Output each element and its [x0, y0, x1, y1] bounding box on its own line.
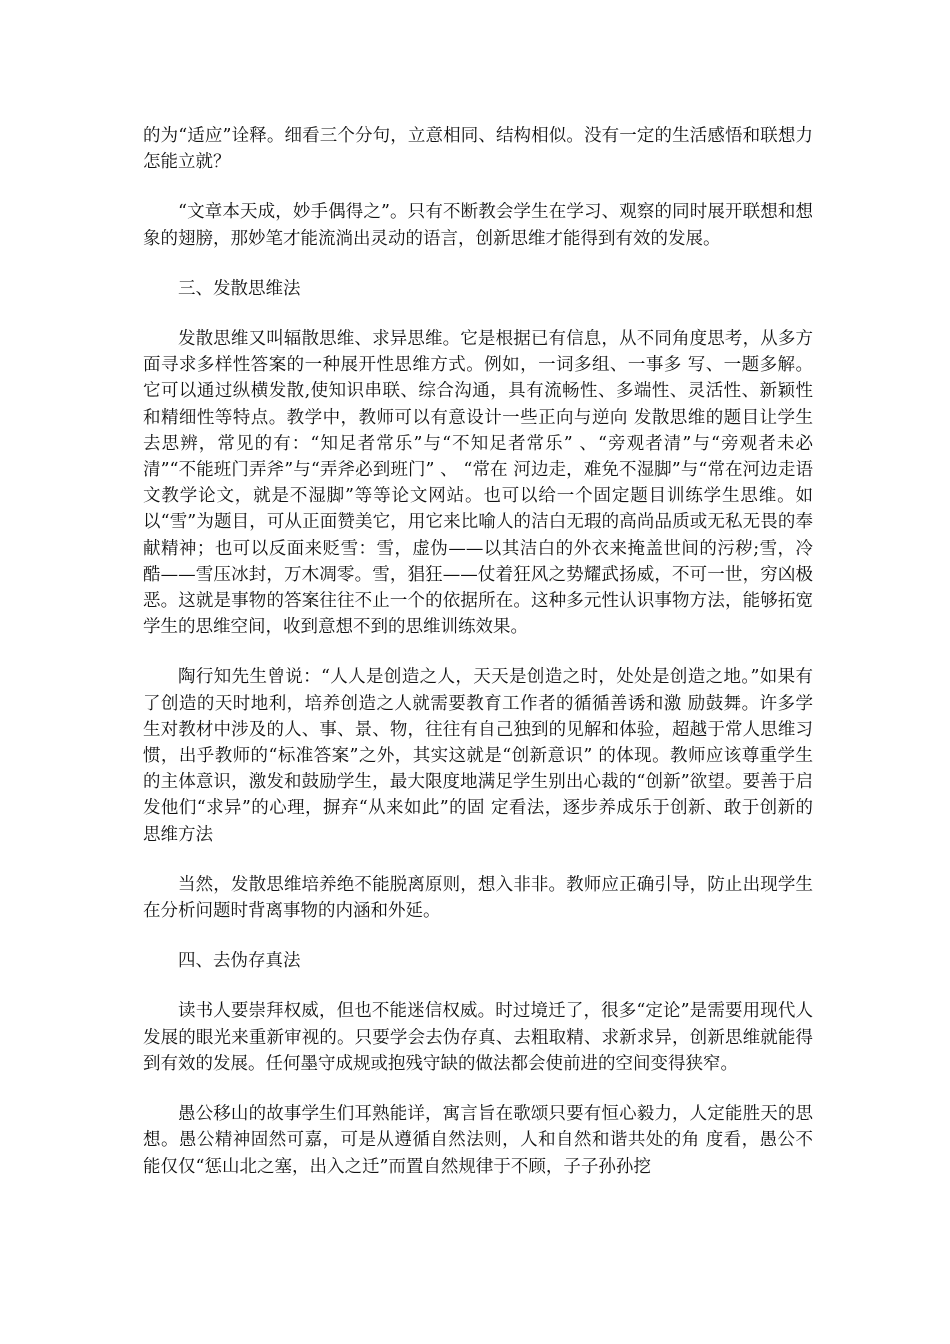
- section-heading-divergent-thinking: 三、发散思维法: [178, 278, 301, 299]
- document-page: [143, 123, 813, 1180]
- section-heading-discard-false: 四、去伪存真法: [178, 951, 301, 972]
- paragraph-yugong: 愚公移山的故事学生们耳熟能详，寓言旨在歌颂只要有恒心毅力，人定能胜天的思想。愚公精神固然可嘉，可是从遵循自然法则，人和自然和谐共处的角 度看，愚公不能仅仅“惩山北之塞，出入之迁”而置自然规律于不顾，子子孙孙挖: [143, 1104, 813, 1177]
- paragraph-tao-xingzhi: 陶行知先生曾说：“人人是创造之人，天天是创造之时，处处是创造之地。”如果有了创造的天时地利，培养创造之人就需要教育工作者的循循善诱和激 励鼓舞。许多学生对教材中涉及的人、事、景、物，往往有自己独到的见解和体验，超越于常人思维习惯，出乎教师的“标准答案”之外，其实这就是“创新意识” 的体现。教师应该尊重学生的主体意识，激发和鼓励学生，最大限度地满足学生别出心裁的“创新”欲望。要善于启发他们“求异”的心理，摒弃“从来如此”的固 定看法，逐步养成乐于创新、敢于创新的思维方法: [143, 667, 813, 845]
- paragraph-divergent-definition: 发散思维又叫辐散思维、求异思维。它是根据已有信息，从不同角度思考，从多方面寻求多样性答案的一种展开性思维方式。例如，一词多组、一事多 写、一题多解。它可以通过纵横发散,使知识串联、综合沟通，具有流畅性、多端性、灵活性、新颖性和精细性等特点。教学中，教师可以有意设计一些正向与逆向 发散思维的题目让学生去思辨，常见的有：“知足者常乐”与“不知足者常乐” 、“旁观者清”与“旁观者未必清”“不能班门弄斧”与“弄斧必到班门” 、 “常在 河边走，难免不湿脚”与“常在河边走语文教学论文，就是不湿脚”等等论文网站。也可以给一个固定题目训练学生思维。如以“雪”为题目，可从正面赞美它，用它来比喻人的洁白无瑕的高尚品质或无私无畏的奉献精神；也可以反面来贬雪：雪，虚伪——以其洁白的外衣来掩盖世间的污秽;雪，冷酷——雪压冰封，万木凋零。雪，猖狂——仗着狂风之势耀武扬威，不可一世，穷凶极恶。这就是事物的答案往往不止一个的依据所在。这种多元性认识事物方法，能够拓宽学生的思维空间，收到意想不到的思维训练效果。: [143, 329, 813, 638]
- paragraph-authority: 读书人要崇拜权威，但也不能迷信权威。时过境迁了，很多“定论”是需要用现代人发展的眼光来重新审视的。只要学会去伪存真、去粗取精、求新求异，创新思维就能得到有效的发展。任何墨守成规或抱残守缺的做法都会使前进的空间变得狭窄。: [143, 1001, 813, 1074]
- paragraph-article-natural: “文章本天成，妙手偶得之”。只有不断教会学生在学习、观察的同时展开联想和想象的翅膀，那妙笔才能流淌出灵动的语言，创新思维才能得到有效的发展。: [143, 202, 813, 249]
- paragraph-continuation: 的为“适应”诠释。细看三个分句，立意相同、结构相似。没有一定的生活感悟和联想力怎能立就？: [143, 126, 813, 173]
- paragraph-principles: 当然，发散思维培养绝不能脱离原则，想入非非。教师应正确引导，防止出现学生在分析问题时背离事物的内涵和外延。: [143, 874, 813, 922]
